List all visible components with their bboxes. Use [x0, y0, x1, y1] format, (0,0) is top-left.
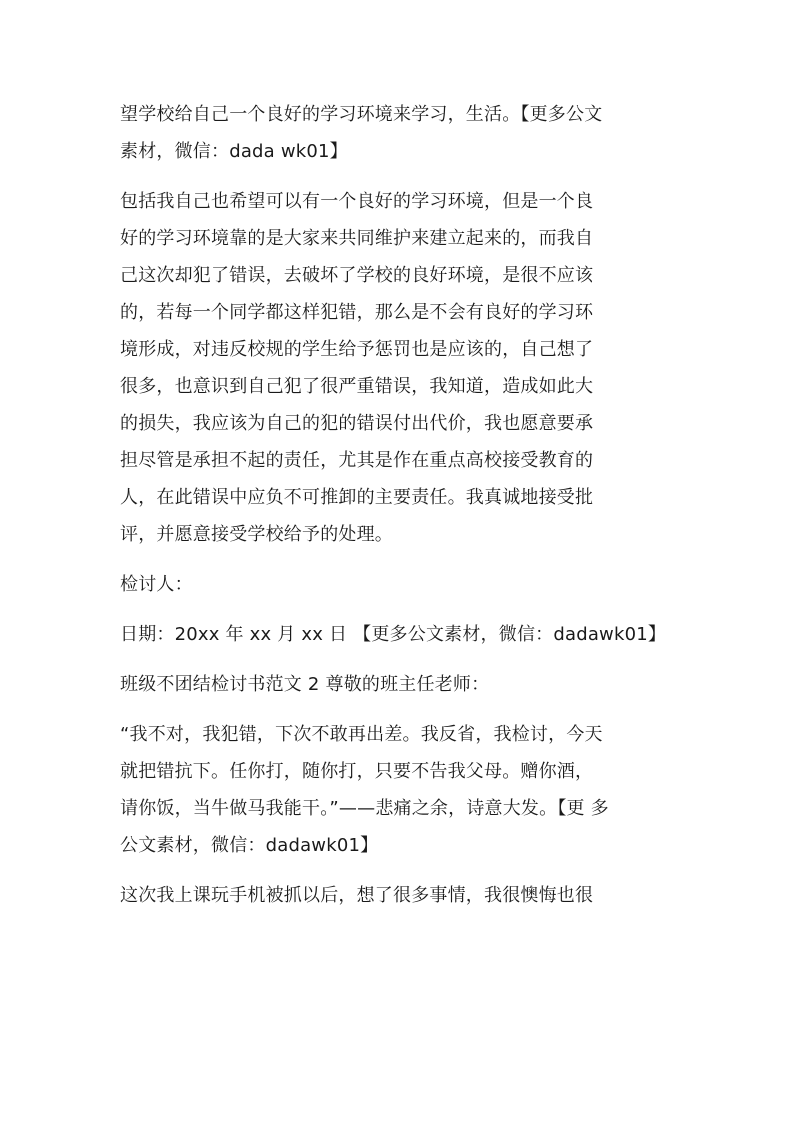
paragraph-quote — [120, 716, 676, 864]
text-line: 的损失，我应该为自己的犯的错误付出代价，我也愿意要承 — [120, 413, 594, 434]
date-line — [120, 616, 676, 653]
text-line: 的，若每一个同学都这样犯错，那么是不会有良好的学习环 — [120, 302, 594, 323]
text-line: 担尽管是承担不起的责任，尤其是作在重点高校接受教育的 — [120, 450, 594, 471]
text-line: 评，并愿意接受学校给予的处理。 — [120, 524, 393, 545]
text-line: 包括我自己也希望可以有一个良好的学习环境，但是一个良 — [120, 191, 594, 212]
signature-line — [120, 566, 676, 603]
text-line: 检讨人： — [120, 574, 193, 595]
text-line: 好的学习环境靠的是大家来共同维护来建立起来的，而我自 — [120, 228, 594, 249]
text-line: 人，在此错误中应负不可推卸的主要责任。我真诚地接受批 — [120, 487, 594, 508]
text-line: 这次我上课玩手机被抓以后，想了很多事情，我很懊悔也很 — [120, 885, 594, 906]
text-line: 就把错抗下。任你打，随你打，只要不告我父母。赠你酒， — [120, 761, 594, 782]
paragraph-last — [120, 877, 676, 914]
section-heading — [120, 666, 676, 703]
text-line: 素材，微信：dada wk01】 — [120, 141, 348, 162]
text-line: 请你饭，当牛做马我能干。”——悲痛之余，诗意大发。【更 多 — [120, 798, 609, 819]
text-line: 班级不团结检讨书范文 2 尊敬的班主任老师： — [120, 674, 490, 695]
paragraph-1 — [120, 96, 676, 170]
text-line: 己这次却犯了错误，去破坏了学校的良好环境，是很不应该 — [120, 265, 594, 286]
text-line: 境形成，对违反校规的学生给予惩罚也是应该的，自己想了 — [120, 339, 594, 360]
text-line: “我不对，我犯错，下次不敢再出差。我反省，我检讨，今天 — [120, 724, 603, 745]
text-line: 日期：20xx 年 xx 月 xx 日 【更多公文素材，微信：dadawk01】 — [120, 624, 667, 645]
text-line: 望学校给自己一个良好的学习环境来学习，生活。【更多公文 — [120, 104, 603, 125]
document-page — [120, 96, 676, 914]
paragraph-2 — [120, 183, 676, 553]
text-line: 公文素材，微信：dadawk01】 — [120, 835, 379, 856]
text-line: 很多，也意识到自己犯了很严重错误，我知道，造成如此大 — [120, 376, 594, 397]
